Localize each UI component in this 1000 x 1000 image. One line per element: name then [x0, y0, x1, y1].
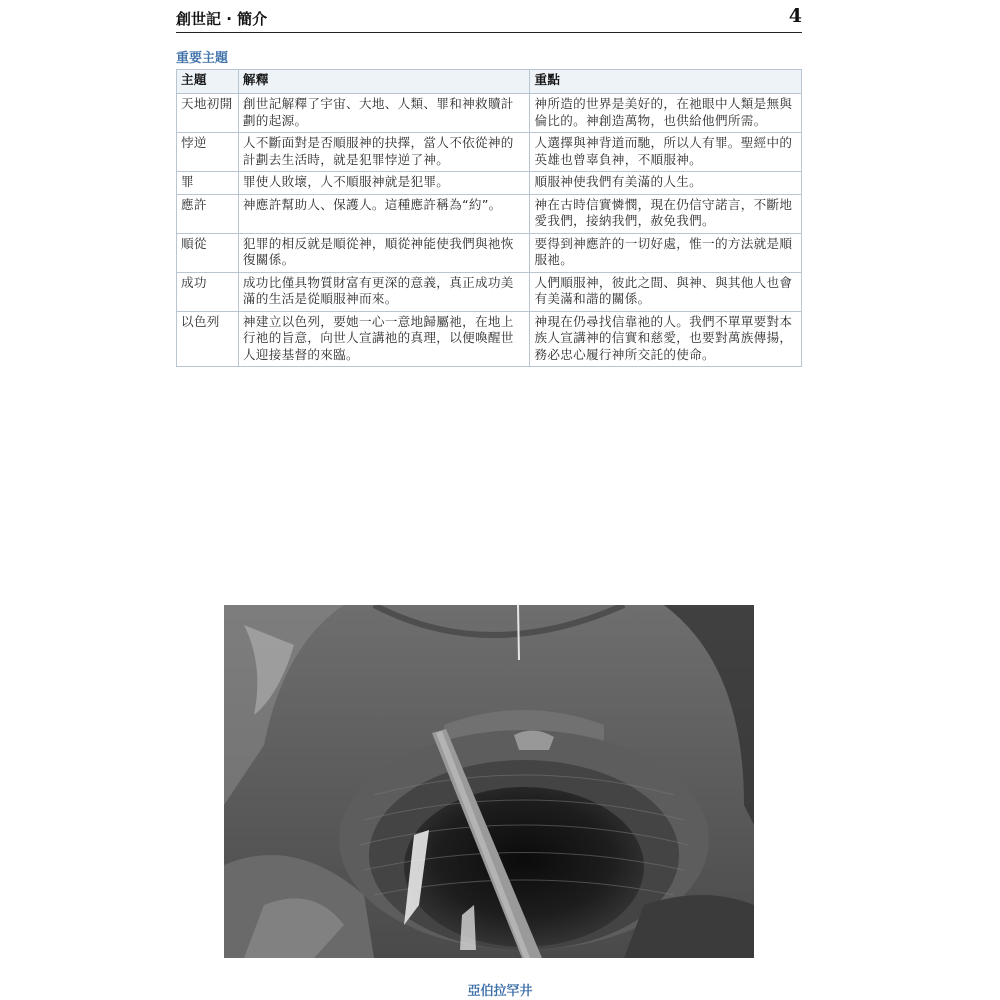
photo-caption: 亞伯拉罕井	[467, 984, 533, 999]
theme-cell: 成功	[177, 272, 239, 311]
importance-cell: 要得到神應許的一切好處，惟一的方法就是順服祂。	[530, 233, 802, 272]
table-row	[177, 133, 802, 172]
table-row	[177, 94, 802, 133]
table-row	[177, 172, 802, 195]
theme-cell: 悖逆	[177, 133, 239, 172]
importance-cell: 人們順服神，彼此之間、與神、與其他人也會有美滿和諧的關係。	[530, 272, 802, 311]
page-number: 4	[788, 5, 802, 27]
theme-cell: 順從	[177, 233, 239, 272]
page-header	[176, 4, 802, 33]
column-header-importance: 重點	[530, 70, 802, 94]
table-row	[177, 272, 802, 311]
column-header-theme: 主題	[177, 70, 239, 94]
table-row	[177, 311, 802, 367]
explanation-cell: 犯罪的相反就是順從神，順從神能使我們與祂恢復關係。	[238, 233, 530, 272]
book-title: 創世記 · 簡介	[176, 10, 268, 28]
table-row	[177, 194, 802, 233]
table-row	[177, 233, 802, 272]
importance-cell: 神現在仍尋找信靠祂的人。我們不單單要對本族人宣講神的信實和慈愛，也要對萬族傳揚，務必忠心履行神所交託的使命。	[530, 311, 802, 367]
theme-cell: 應許	[177, 194, 239, 233]
explanation-cell: 罪使人敗壞，人不順服神就是犯罪。	[238, 172, 530, 195]
column-header-explanation: 解釋	[238, 70, 530, 94]
importance-cell: 人選擇與神背道而馳，所以人有罪。聖經中的英雄也曾辜負神，不順服神。	[530, 133, 802, 172]
importance-cell: 順服神使我們有美滿的人生。	[530, 172, 802, 195]
table-header-row	[177, 70, 802, 94]
well-photo	[224, 605, 754, 958]
explanation-cell: 成功比僅具物質財富有更深的意義，真正成功美滿的生活是從順服神而來。	[238, 272, 530, 311]
explanation-cell: 人不斷面對是否順服神的抉擇，當人不依從神的計劃去生活時，就是犯罪悖逆了神。	[238, 133, 530, 172]
importance-cell: 神在古時信實憐憫，現在仍信守諾言，不斷地愛我們，接納我們，赦免我們。	[530, 194, 802, 233]
explanation-cell: 神應許幫助人、保護人。這種應許稱為“約”。	[238, 194, 530, 233]
themes-table	[176, 69, 802, 367]
explanation-cell: 創世記解釋了宇宙、大地、人類、罪和神救贖計劃的起源。	[238, 94, 530, 133]
theme-cell: 天地初開	[177, 94, 239, 133]
section-heading: 重要主題	[176, 51, 229, 66]
theme-cell: 罪	[177, 172, 239, 195]
importance-cell: 神所造的世界是美好的，在祂眼中人類是無與倫比的。神創造萬物，也供給他們所需。	[530, 94, 802, 133]
theme-cell: 以色列	[177, 311, 239, 367]
explanation-cell: 神建立以色列，要她一心一意地歸屬祂，在地上行祂的旨意，向世人宣講祂的真理，以便喚醒世人迎接基督的來臨。	[238, 311, 530, 367]
